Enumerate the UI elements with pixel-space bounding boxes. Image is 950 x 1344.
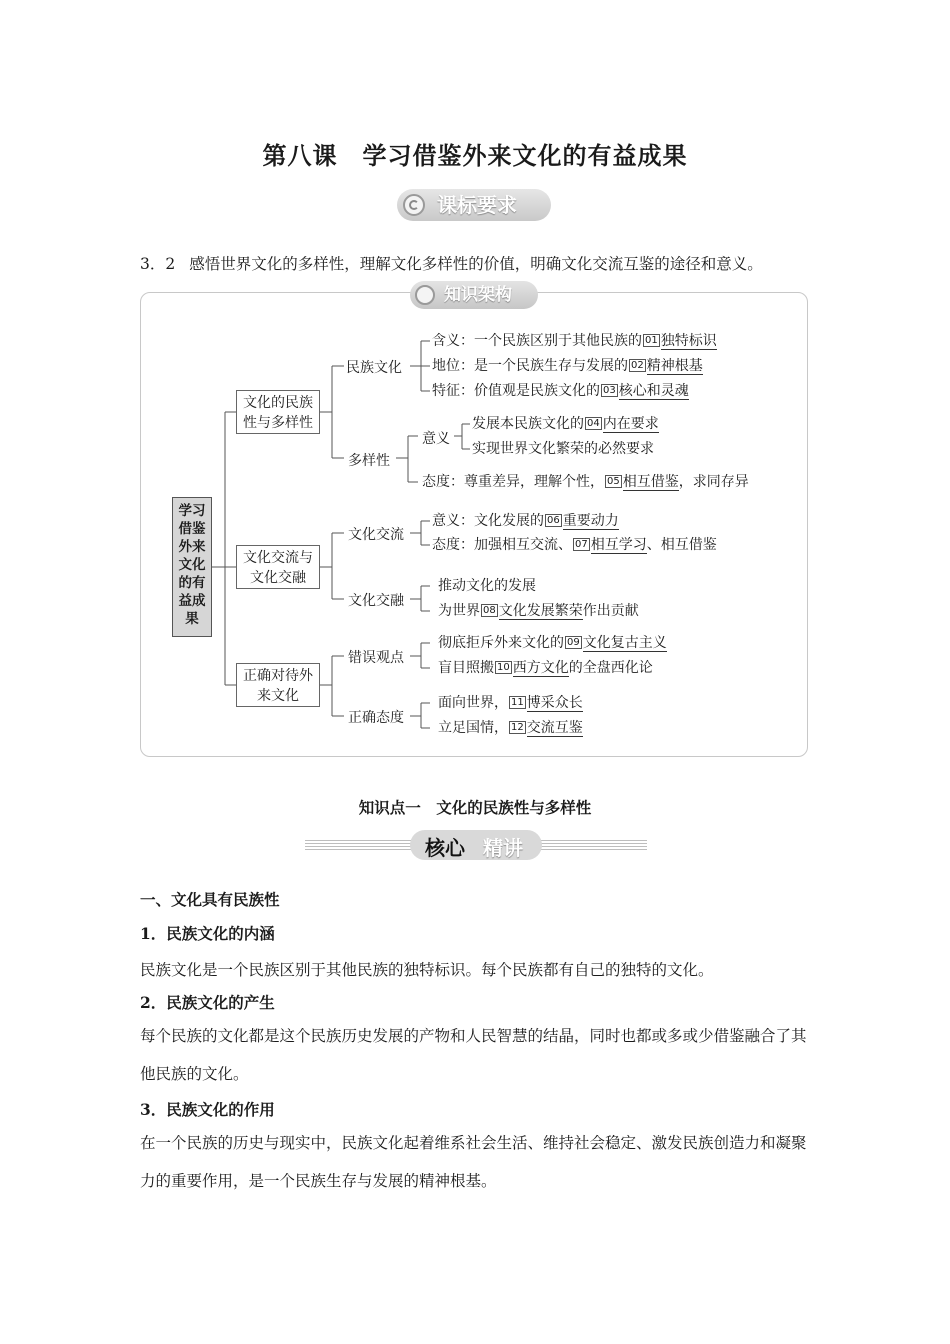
answer-number: 11 [511, 697, 524, 708]
requirement-text: 感悟世界文化的多样性，理解文化多样性的价值，明确文化交流互鉴的途径和意义。 [189, 255, 763, 273]
core-badge-label-b: 精讲 [483, 836, 523, 860]
section-heading: 知识点一 文化的民族性与多样性 [358, 799, 592, 817]
node-yiyi: 意义 [422, 431, 450, 447]
leaf-tezheng: 特征：价值观是民族文化的 03 核心和灵魂 [432, 383, 689, 399]
leaf-cuowu-1: 彻底拒斥外来文化的 09 文化复古主义 [438, 635, 667, 651]
leaf-zhengque-2: 立足国情， 12 交流互鉴 [438, 720, 583, 736]
answer-number: 05 [607, 476, 620, 487]
answer-number: 09 [567, 637, 580, 648]
leaf-yiyi-1: 发展本民族文化的 04 内在要求 [472, 416, 659, 432]
paragraph-3: 在一个民族的历史与现实中，民族文化起着维系社会生活、维持社会稳定、激发民族创造力和凝聚力的重要作用，是一个民族生存与发展的精神根基。 [140, 1134, 807, 1190]
core-badge-label-a: 核心 [425, 836, 465, 860]
answer-blank: 文化复古主义 [582, 635, 667, 651]
paragraph-1: 民族文化是一个民族区别于其他民族的独特标识。每个民族都有自己的独特的文化。 [140, 961, 714, 979]
answer-number: 04 [587, 418, 600, 429]
requirement-number: 3．2 [140, 255, 176, 273]
answer-number: 10 [497, 662, 510, 673]
decor-lines-left [305, 838, 415, 852]
core-badge [305, 830, 645, 860]
answer-blank: 西方文化 [512, 660, 569, 676]
page-title: 第八课 学习借鉴外来文化的有益成果 [262, 141, 688, 170]
answer-blank: 文化发展繁荣 [498, 603, 583, 619]
node-cuowu-guandian: 错误观点 [348, 650, 404, 666]
answer-blank: 核心和灵魂 [618, 383, 689, 399]
subheading-3: 3．民族文化的作用 [140, 1100, 275, 1119]
answer-blank: 独特标识 [660, 333, 717, 349]
node-wenhua-jiaorong: 文化交融 [348, 593, 404, 609]
answer-number: 12 [511, 722, 524, 733]
leaf-jiaoliu-yiyi: 意义：文化发展的 06 重要动力 [432, 513, 619, 529]
answer-blank: 博采众长 [526, 695, 583, 711]
subheading-1: 1．民族文化的内涵 [140, 924, 275, 943]
leaf-yiyi-2: 实现世界文化繁荣的必然要求 [472, 441, 654, 457]
node-minzu-wenhua: 民族文化 [346, 360, 402, 376]
framework-badge-label: 知识架构 [444, 285, 512, 305]
leaf-jiaorong-1: 推动文化的发展 [438, 578, 536, 594]
answer-blank: 交流互鉴 [526, 720, 583, 736]
answer-blank: 相互学习 [590, 537, 647, 553]
node-duoyangxing: 多样性 [348, 453, 390, 469]
leaf-taidu: 态度：尊重差异，理解个性， 05 相互借鉴，求同存异 [422, 474, 749, 490]
branch-waiwenhua: 正确对待外来文化 [236, 663, 320, 707]
leaf-hanyi: 含义：一个民族区别于其他民族的 01 独特标识 [432, 333, 717, 349]
answer-blank: 精神根基 [646, 358, 703, 374]
branch-jiaoliu-jiaorong: 文化交流与文化交融 [236, 545, 320, 589]
heading-1: 一、文化具有民族性 [140, 891, 280, 909]
decor-lines-right [537, 838, 647, 852]
leaf-jiaoliu-taidu: 态度：加强相互交流、 07 相互学习、相互借鉴 [432, 537, 717, 553]
answer-number: 06 [547, 515, 560, 526]
paragraph-2: 每个民族的文化都是这个民族历史发展的产物和人民智慧的结晶，同时也都或多或少借鉴融合了其他民族的文化。 [140, 1027, 807, 1083]
answer-number: 07 [575, 539, 588, 550]
leaf-jiaorong-2: 为世界 08 文化发展繁荣作出贡献 [438, 603, 639, 619]
mindmap-root: 学习借鉴外来文化的有益成果 [172, 497, 212, 637]
node-zhengque-taidu: 正确态度 [348, 710, 404, 726]
branch-minzu-duoyang: 文化的民族性与多样性 [236, 390, 320, 434]
answer-number: 03 [603, 385, 616, 396]
answer-blank: 相互借鉴 [622, 474, 679, 490]
answer-blank: 重要动力 [562, 513, 619, 529]
answer-blank: 内在要求 [602, 416, 659, 432]
leaf-diwei: 地位：是一个民族生存与发展的 02 精神根基 [432, 358, 703, 374]
leaf-cuowu-2: 盲目照搬 10 西方文化的全盘西化论 [438, 660, 653, 676]
leaf-zhengque-1: 面向世界， 11 博采众长 [438, 695, 583, 711]
answer-number: 02 [631, 360, 644, 371]
subheading-2: 2．民族文化的产生 [140, 993, 275, 1012]
answer-number: 08 [483, 605, 496, 616]
requirements-badge-label: 课标要求 [437, 193, 517, 217]
answer-number: 01 [645, 335, 658, 346]
node-wenhua-jiaoliu: 文化交流 [348, 527, 404, 543]
